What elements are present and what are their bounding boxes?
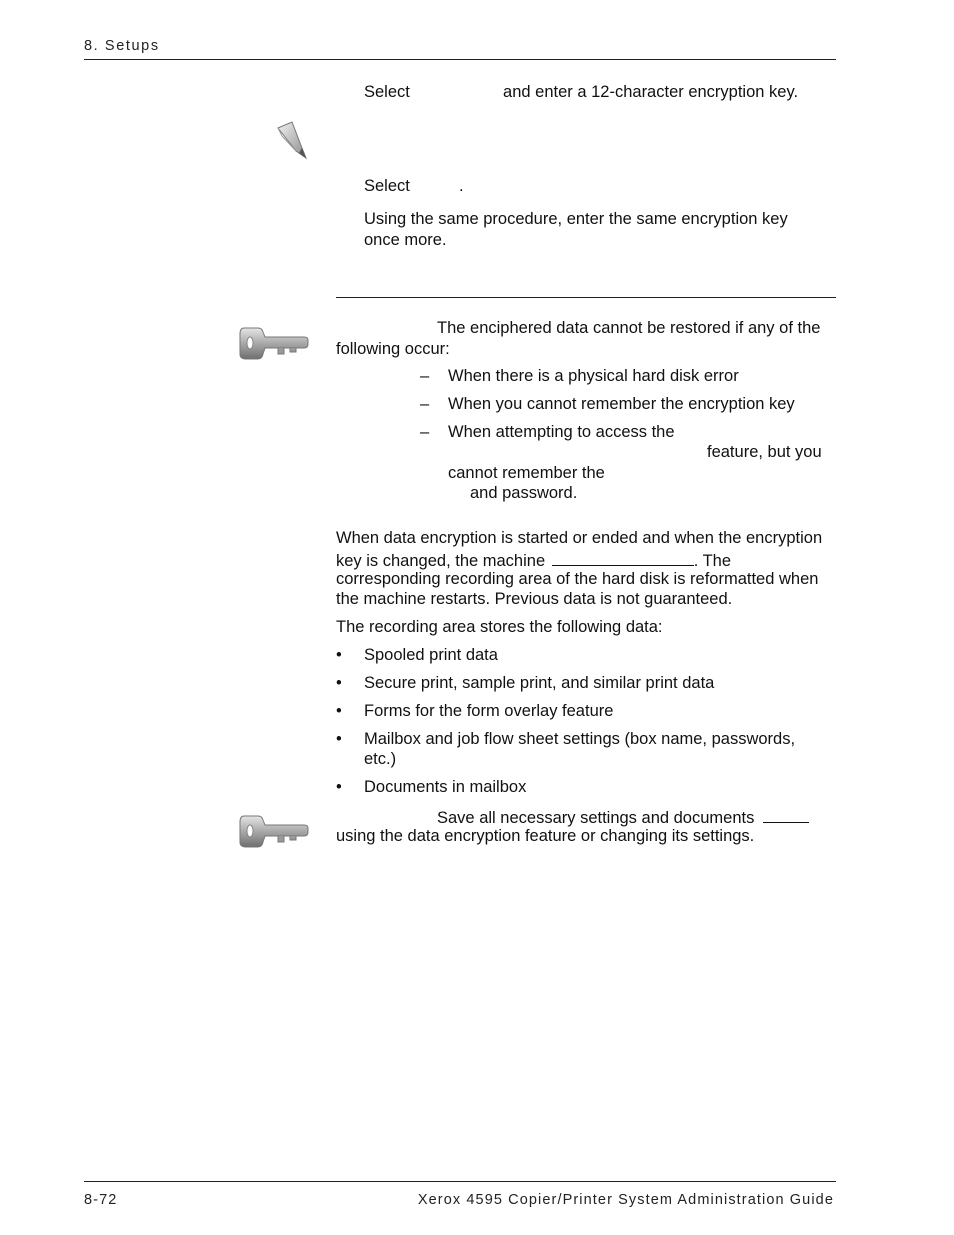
key-icon: [238, 324, 310, 362]
step-select-key: [364, 82, 798, 103]
caution1-item-2: When you cannot remember the encryption key: [448, 395, 795, 413]
footer-rule: [84, 1181, 836, 1182]
bullet-item-cont: etc.): [364, 750, 397, 768]
caution1-dash-2: –: [420, 395, 430, 413]
step-select-key-label: Select: [364, 83, 410, 101]
caution2-line1-text: Save all necessary settings and documents: [437, 809, 755, 827]
guide-title: Xerox 4595 Copier/Printer System Administration Guide: [417, 1192, 834, 1208]
bullet-item: Mailbox and job flow sheet settings (box name, passwords,: [364, 730, 796, 748]
blank-underline: [552, 548, 694, 566]
caution2-line2: using the data encryption feature or changing its settings.: [336, 827, 755, 845]
caution1-item-3-cont2: cannot remember the: [448, 464, 605, 482]
caution1-item-1: When there is a physical hard disk error: [448, 367, 739, 385]
caution1-dash-3: –: [420, 423, 430, 441]
bullet-mark: •: [336, 674, 342, 692]
header-rule: [84, 59, 836, 60]
caution1-dash-1: –: [420, 367, 430, 385]
caution1-item-3: When attempting to access the: [448, 423, 675, 441]
bullet-mark: •: [336, 646, 342, 664]
step-repeat-line1: Using the same procedure, enter the same encryption key: [364, 210, 788, 228]
step-select-period: .: [459, 177, 464, 195]
key-icon: [238, 812, 310, 850]
caution2-line1: [437, 805, 809, 829]
running-header: 8. Setups: [84, 38, 160, 54]
body-p1-line2-pre: key is changed, the machine: [336, 552, 546, 570]
body-p1-line3: corresponding recording area of the hard disk is reformatted when: [336, 570, 819, 588]
section-rule: [336, 297, 836, 298]
bullet-item: Documents in mailbox: [364, 778, 527, 796]
bullet-item: Spooled print data: [364, 646, 498, 664]
caution1-item-3-cont3: and password.: [470, 484, 578, 502]
step-select-key-text: and enter a 12-character encryption key.: [503, 83, 799, 101]
bullet-mark: •: [336, 702, 342, 720]
body-p1-line2-post: . The: [693, 552, 732, 570]
step-select: [364, 176, 464, 197]
body-p2: The recording area stores the following data:: [336, 618, 663, 636]
bullet-mark: •: [336, 730, 342, 748]
caution1-item-3-cont1: feature, but you: [707, 443, 822, 461]
body-p1-line4: the machine restarts. Previous data is not guaranteed.: [336, 590, 733, 608]
page-number: 8-72: [84, 1192, 118, 1208]
caution1-line1: The enciphered data cannot be restored if any of the: [437, 319, 821, 337]
caution1-line2: following occur:: [336, 340, 450, 358]
step-select-label: Select: [364, 177, 410, 195]
blank-underline: [763, 805, 809, 823]
pencil-note-icon: [272, 120, 312, 162]
bullet-item: Forms for the form overlay feature: [364, 702, 614, 720]
bullet-mark: •: [336, 778, 342, 796]
step-repeat-line2: once more.: [364, 231, 447, 249]
bullet-item: Secure print, sample print, and similar print data: [364, 674, 715, 692]
body-p1-line2: [336, 548, 731, 572]
body-p1-line1: When data encryption is started or ended and when the encryption: [336, 529, 823, 547]
